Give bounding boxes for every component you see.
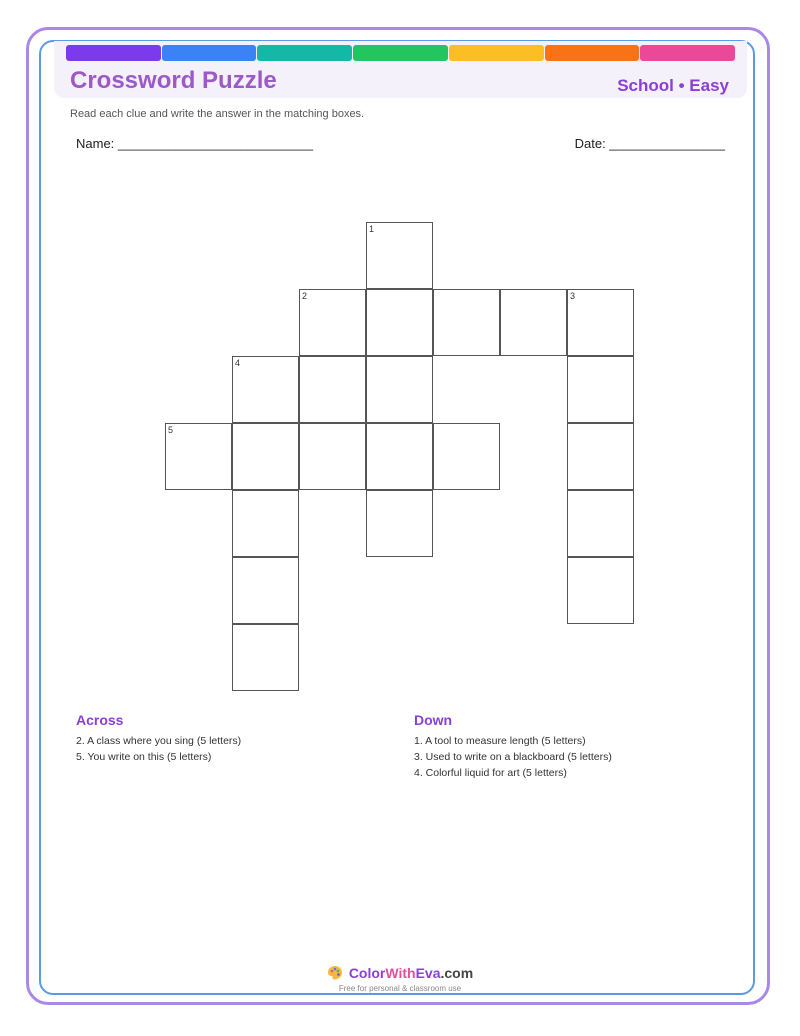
crossword-cell[interactable]	[366, 222, 433, 289]
crossword-cell[interactable]	[299, 423, 366, 490]
down-clues	[414, 712, 612, 781]
down-clue: 4. Colorful liquid for art (5 letters)	[414, 767, 567, 779]
crossword-cell[interactable]	[165, 423, 232, 490]
crossword-cell[interactable]	[232, 356, 299, 423]
crossword-cell[interactable]	[366, 490, 433, 557]
crossword-cell[interactable]	[567, 289, 634, 356]
crossword-cell[interactable]	[567, 557, 634, 624]
name-field[interactable]: Name: ___________________________	[76, 136, 314, 151]
crossword-cell[interactable]	[567, 423, 634, 490]
color-bar-segment	[162, 45, 257, 61]
down-clue: 1. A tool to measure length (5 letters)	[414, 735, 586, 747]
clue-number: 1	[369, 224, 375, 234]
crossword-cell[interactable]	[366, 289, 433, 356]
across-clue: 5. You write on this (5 letters)	[76, 751, 212, 763]
crossword-cell[interactable]	[299, 289, 366, 356]
instructions: Read each clue and write the answer in the matching boxes.	[70, 108, 365, 120]
crossword-cell[interactable]	[433, 289, 500, 356]
crossword-cell[interactable]	[232, 423, 299, 490]
rainbow-color-bar	[66, 45, 736, 61]
footer	[0, 965, 800, 993]
color-bar-segment	[66, 45, 161, 61]
page-title: Crossword Puzzle	[70, 67, 277, 94]
brand-color-text: Color	[348, 965, 386, 981]
brand-with-text: With	[385, 965, 416, 981]
clue-number: 5	[168, 425, 174, 435]
crossword-cell[interactable]	[232, 557, 299, 624]
date-field[interactable]: Date: ________________	[574, 136, 725, 151]
clue-number: 4	[235, 358, 241, 368]
brand-logo[interactable]	[327, 965, 473, 981]
brand-subtitle: Free for personal & classroom use	[338, 984, 462, 993]
crossword-cell[interactable]	[232, 490, 299, 557]
across-clues	[76, 712, 241, 765]
across-heading: Across	[76, 712, 124, 728]
crossword-cell[interactable]	[366, 356, 433, 423]
color-bar-segment	[449, 45, 544, 61]
crossword-cell[interactable]	[500, 289, 567, 356]
color-bar-segment	[640, 45, 735, 61]
brand-domain-text: .com	[440, 965, 474, 981]
crossword-cell[interactable]	[232, 624, 299, 691]
down-clue: 3. Used to write on a blackboard (5 letters)	[414, 751, 612, 763]
color-bar-segment	[545, 45, 640, 61]
difficulty-tag: School • Easy	[617, 76, 729, 95]
clue-number: 3	[570, 291, 576, 301]
down-heading: Down	[414, 712, 453, 728]
crossword-cell[interactable]	[567, 490, 634, 557]
crossword-cell[interactable]	[366, 423, 433, 490]
brand-eva-text: Eva	[415, 965, 441, 981]
crossword-cell[interactable]	[433, 423, 500, 490]
clue-number: 2	[302, 291, 308, 301]
color-bar-segment	[353, 45, 448, 61]
palette-icon	[327, 965, 343, 981]
crossword-cell[interactable]	[567, 356, 634, 423]
crossword-cell[interactable]	[299, 356, 366, 423]
color-bar-segment	[257, 45, 352, 61]
across-clue: 2. A class where you sing (5 letters)	[76, 735, 242, 747]
